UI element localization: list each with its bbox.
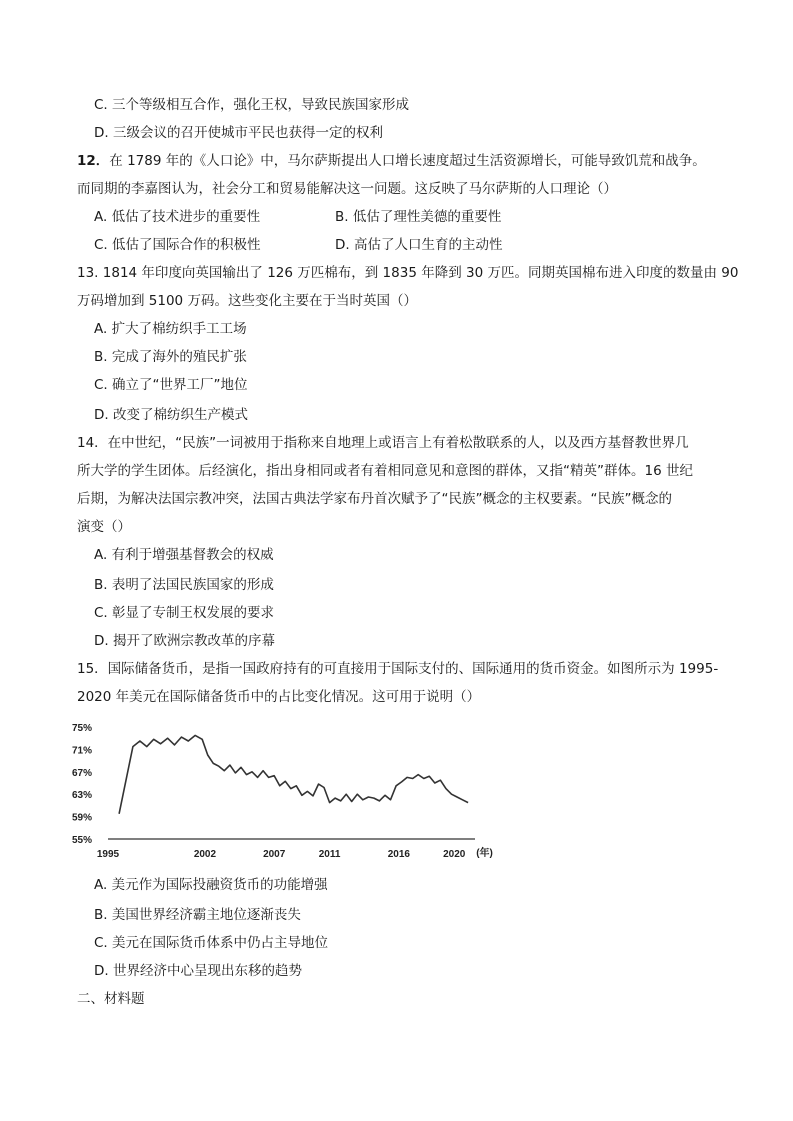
q14-line-2: 所大学的学生团体。后经演化，指出身相同或者有着相同意见和意图的群体，又指“精英”群体。16 世纪 xyxy=(77,463,693,479)
chart-y-tick-label: 67% xyxy=(72,767,93,779)
chart-y-tick-label: 71% xyxy=(72,745,93,757)
q13-line-2: 万码增加到 5100 万码。这些变化主要在于当时英国（） xyxy=(77,293,417,309)
chart-series-line xyxy=(119,735,468,813)
usd-reserve-share-chart xyxy=(70,718,510,866)
q12-line-2: 而同期的李嘉图认为，社会分工和贸易能解决这一问题。这反映了马尔萨斯的人口理论（） xyxy=(77,181,617,197)
chart-x-tick-label: 1995 xyxy=(96,849,120,860)
q14-line-4: 演变（） xyxy=(77,519,131,535)
q15-line-2: 2020 年美元在国际储备货币中的占比变化情况。这可用于说明（） xyxy=(77,689,481,705)
q14-line-3: 后期，为解决法国宗教冲突，法国古典法学家布丹首次赋予了“民族”概念的主权要素。“民族”概念的 xyxy=(77,491,672,507)
q13-line-1: 13. 1814 年印度向英国输出了 126 万匹棉布，到 1835 年降到 30 万匹。同期英国棉布进入印度的数量由 90 xyxy=(77,265,739,281)
chart-y-tick-label: 55% xyxy=(72,835,93,846)
chart-y-tick-label: 59% xyxy=(72,812,93,824)
q14-line-1: 14．在中世纪，“民族”一词被用于指称来自地理上或语言上有着松散联系的人，以及西方基督教世界几 xyxy=(77,435,689,451)
q13-option-d: D. 改变了棉纺织生产模式 xyxy=(94,407,248,423)
chart-x-tick-label: 2016 xyxy=(387,849,410,860)
chart-x-axis xyxy=(97,849,466,860)
q14-option-c: C. 彰显了专制王权发展的要求 xyxy=(94,605,275,621)
q14-option-d: D. 揭开了欧洲宗教改革的序幕 xyxy=(94,633,275,649)
q12-number: 12． xyxy=(77,153,110,169)
chart-y-axis xyxy=(72,723,92,846)
q12-option-c: C. 低估了国际合作的积极性 xyxy=(94,237,261,253)
chart-x-tick-label: 2020 xyxy=(443,849,466,860)
chart-y-tick-label: 75% xyxy=(72,723,93,734)
section-2-heading: 二、材料题 xyxy=(77,991,145,1007)
chart-x-axis-label: (年) xyxy=(476,848,493,859)
chart-x-tick-label: 2011 xyxy=(318,849,341,860)
q12-line-1 xyxy=(77,152,706,170)
q12-option-d: D. 高估了人口生育的主动性 xyxy=(335,237,503,253)
q15-option-c: C. 美元在国际货币体系中仍占主导地位 xyxy=(94,935,329,951)
q12-option-b: B. 低估了理性美德的重要性 xyxy=(335,209,502,225)
q13-option-a: A. 扩大了棉纺织手工工场 xyxy=(94,321,247,337)
chart-x-tick-label: 2007 xyxy=(263,849,286,860)
q12-option-a: A. 低估了技术进步的重要性 xyxy=(94,209,261,225)
q12-text-1: 在 1789 年的《人口论》中，马尔萨斯提出人口增长速度超过生活资源增长，可能导致饥荒和战争。 xyxy=(109,153,706,169)
q15-option-a: A. 美元作为国际投融资货币的功能增强 xyxy=(94,877,328,893)
q15-option-d: D. 世界经济中心呈现出东移的趋势 xyxy=(94,963,302,979)
q11-option-d: D. 三级会议的召开使城市平民也获得一定的权利 xyxy=(94,125,383,141)
q11-option-c: C. 三个等级相互合作，强化王权，导致民族国家形成 xyxy=(94,97,410,113)
q13-option-b: B. 完成了海外的殖民扩张 xyxy=(94,349,247,365)
q14-option-a: A. 有利于增强基督教会的权威 xyxy=(94,547,274,563)
q14-option-b: B. 表明了法国民族国家的形成 xyxy=(94,577,274,593)
q15-line-1: 15．国际储备货币，是指一国政府持有的可直接用于国际支付的、国际通用的货币资金。如图所示为 1995- xyxy=(77,661,719,677)
chart-y-tick-label: 63% xyxy=(72,790,93,802)
q15-option-b: B. 美国世界经济霸主地位逐渐丧失 xyxy=(94,907,301,923)
q13-option-c: C. 确立了“世界工厂”地位 xyxy=(94,377,248,393)
chart-x-tick-label: 2002 xyxy=(193,849,217,860)
